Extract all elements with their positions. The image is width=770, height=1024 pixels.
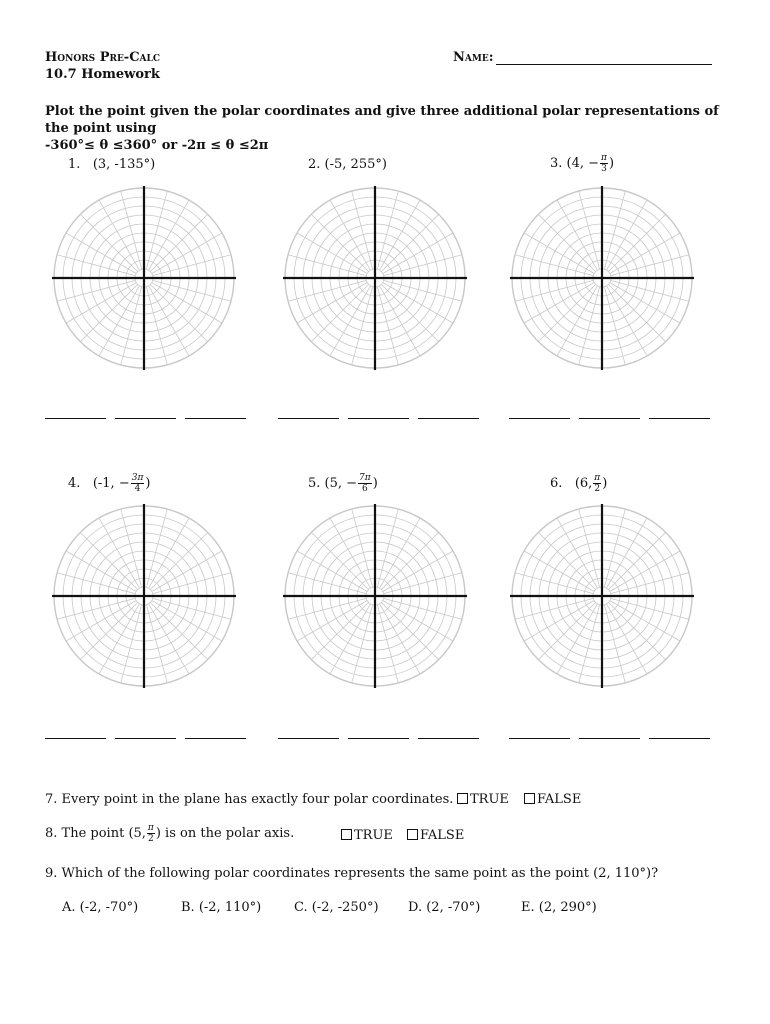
q8-false-option[interactable] <box>407 828 464 843</box>
q9-option-d[interactable]: D. (2, -70°) <box>408 900 481 915</box>
q7-true-option[interactable] <box>457 792 509 807</box>
problem-3-fraction: $\frac{\pi}{3}$ <box>601 153 607 174</box>
problem-5-label <box>308 473 378 494</box>
q8-false-label: FALSE <box>420 828 465 843</box>
instructions-line-1: Plot the point given the polar coordinates and give three additional polar representations of the point using <box>45 104 719 136</box>
question-7 <box>45 792 453 807</box>
problem-2-label <box>308 157 387 172</box>
answer-blank-1a[interactable] <box>45 418 106 419</box>
polar-grid-3[interactable] <box>510 186 694 370</box>
polar-grid-4[interactable] <box>52 504 236 688</box>
answer-blank-2c[interactable] <box>418 418 479 419</box>
problem-1-coords: (3, -135°) <box>92 157 156 172</box>
instructions <box>45 103 735 154</box>
q9-option-e[interactable]: E. (2, 290°) <box>521 900 597 915</box>
question-8-suffix: ) is on the polar axis. <box>155 826 295 841</box>
answer-blank-3a[interactable] <box>509 418 570 419</box>
q8-true-label: TRUE <box>354 828 393 843</box>
q7-false-label: FALSE <box>537 792 582 807</box>
answer-blank-1c[interactable] <box>185 418 246 419</box>
problem-6-prefix: (6, <box>574 476 593 491</box>
problem-4-label <box>68 473 150 494</box>
polar-grid-6[interactable] <box>510 504 694 688</box>
problem-5-number: 5. <box>308 476 321 491</box>
problem-3-prefix: (4, − <box>566 156 600 171</box>
q8-false-checkbox[interactable] <box>407 829 418 840</box>
problem-4-suffix: ) <box>145 476 151 491</box>
answer-blank-6a[interactable] <box>509 738 570 739</box>
problem-5-fraction: $\frac{7\pi}{6}$ <box>359 473 371 494</box>
problem-1-number: 1. <box>68 157 81 172</box>
problem-3-suffix: ) <box>608 156 615 171</box>
answer-blank-1b[interactable] <box>115 418 176 419</box>
q9-option-b[interactable]: B. (-2, 110°) <box>181 900 262 915</box>
polar-grid-5[interactable] <box>283 504 467 688</box>
answer-blank-3c[interactable] <box>649 418 710 419</box>
answer-blank-4c[interactable] <box>185 738 246 739</box>
question-9-text: 9. Which of the following polar coordinates represents the same point as the point (2, 110°)? <box>45 866 659 881</box>
q9-option-a[interactable]: A. (-2, -70°) <box>62 900 139 915</box>
question-8-prefix: 8. The point (5, <box>45 826 146 841</box>
answer-blank-6c[interactable] <box>649 738 710 739</box>
problem-3-number: 3. <box>550 156 563 171</box>
problem-1-label <box>68 157 155 172</box>
problem-4-fraction: $\frac{3\pi}{4}$ <box>131 473 144 494</box>
q7-true-checkbox[interactable] <box>457 793 468 804</box>
answer-blank-5b[interactable] <box>348 738 409 739</box>
problem-6-label <box>550 473 607 494</box>
problem-4-prefix: (-1, − <box>92 476 130 491</box>
problem-6-fraction: $\frac{\pi}{2}$ <box>594 473 601 494</box>
q8-true-checkbox[interactable] <box>341 829 352 840</box>
problem-5-prefix: (5, − <box>324 476 358 491</box>
q7-false-option[interactable] <box>524 792 581 807</box>
problem-2-coords: (-5, 255°) <box>324 157 387 172</box>
q7-false-checkbox[interactable] <box>524 793 535 804</box>
name-line[interactable] <box>496 52 712 65</box>
q9-option-c[interactable]: C. (-2, -250°) <box>294 900 379 915</box>
q7-true-label: TRUE <box>470 792 509 807</box>
problem-5-suffix: ) <box>372 476 378 491</box>
instructions-line-2: -360°≤ θ ≤360° or -2π ≤ θ ≤2π <box>45 138 269 153</box>
problem-2-number: 2. <box>308 157 321 172</box>
polar-grid-1[interactable] <box>52 186 236 370</box>
answer-blank-5a[interactable] <box>278 738 339 739</box>
problem-4-number: 4. <box>68 476 81 491</box>
homework-title: 10.7 Homework <box>45 67 160 82</box>
name-label: Name: <box>453 50 494 65</box>
course-title: Honors Pre-Calc <box>45 50 161 65</box>
question-7-text: 7. Every point in the plane has exactly four polar coordinates. <box>45 792 454 807</box>
problem-3-label <box>550 153 614 174</box>
problem-6-suffix: ) <box>602 476 608 491</box>
polar-grid-2[interactable] <box>283 186 467 370</box>
question-8 <box>45 823 294 844</box>
name-field[interactable] <box>453 50 712 65</box>
answer-blank-4a[interactable] <box>45 738 106 739</box>
answer-blank-6b[interactable] <box>579 738 640 739</box>
answer-blank-2b[interactable] <box>348 418 409 419</box>
question-9 <box>45 866 658 881</box>
answer-blank-2a[interactable] <box>278 418 339 419</box>
problem-6-number: 6. <box>550 476 563 491</box>
answer-blank-5c[interactable] <box>418 738 479 739</box>
question-8-fraction: $\frac{\pi}{2}$ <box>147 823 154 844</box>
answer-blank-3b[interactable] <box>579 418 640 419</box>
answer-blank-4b[interactable] <box>115 738 176 739</box>
q8-true-option[interactable] <box>341 828 393 843</box>
